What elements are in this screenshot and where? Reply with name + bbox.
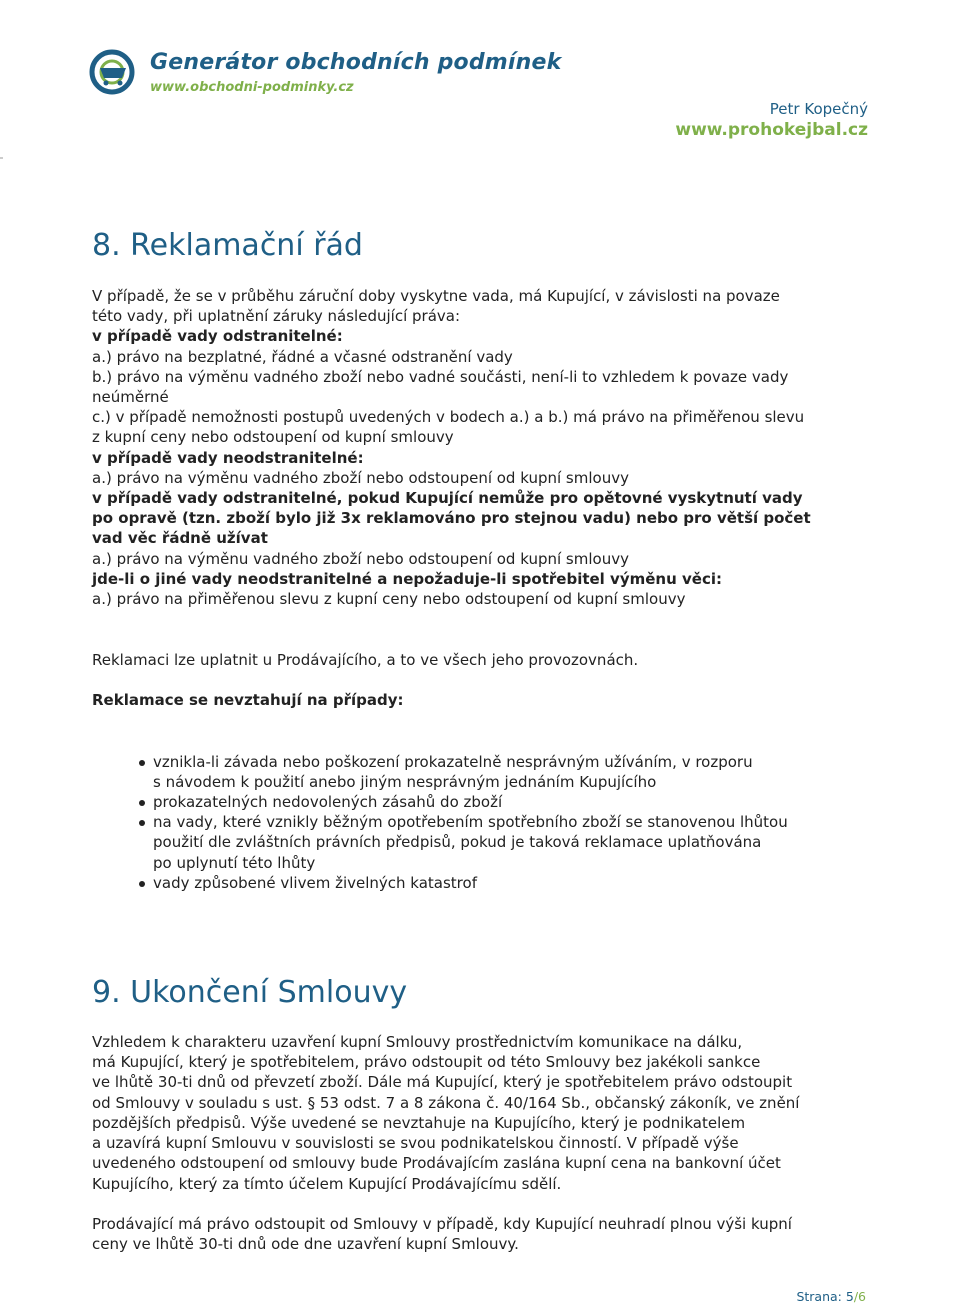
warranty-line: a.) právo na přiměřenou slevu z kupní ceny nebo odstoupení od kupní smlouvy xyxy=(92,590,686,609)
exclusion-item xyxy=(92,873,882,893)
margin-mark xyxy=(0,157,3,159)
exclusion-line: s návodem k použití anebo jiným nesprávným jednáním Kupujícího xyxy=(153,772,657,791)
exclusion-line: na vady, které vznikly běžným opotřebením spotřebního zboží se stanovenou lhůtou xyxy=(153,813,788,832)
logo-mark-icon xyxy=(86,46,146,102)
page-label: Strana: xyxy=(796,1289,842,1304)
paragraph-line: pozdějších předpisů. Výše uvedené se nevztahuje na Kupujícího, který je podnikatelem xyxy=(92,1113,746,1132)
exclusion-line: po uplynutí této lhůty xyxy=(153,853,316,872)
warranty-line: jde-li o jiné vady neodstranitelné a nepožaduje-li spotřebitel výměnu věci: xyxy=(92,569,722,588)
exclusion-line: vady způsobené vlivem živelných katastrof xyxy=(153,873,477,892)
paragraph-line: Prodávající má právo odstoupit od Smlouvy v případě, kdy Kupující neuhradí plnou výši kupní xyxy=(92,1214,792,1233)
claims-place-text: Reklamaci lze uplatnit u Prodávajícího, a to ve všech jeho provozovnách. xyxy=(92,651,639,670)
total-pages: 6 xyxy=(858,1289,866,1304)
warranty-line: V případě, že se v průběhu záruční doby vyskytne vada, má Kupující, v závislosti na povaze xyxy=(92,287,780,305)
logo-title: Generátor obchodních podmínek xyxy=(150,50,562,75)
exclusion-line: použití dle zvláštních právních předpisů, pokud je taková reklamace uplatňována xyxy=(153,833,762,852)
logo-url[interactable]: www.obchodni-podminky.cz xyxy=(150,80,354,95)
paragraph-line: Vzhledem k charakteru uzavření kupní Smlouvy prostřednictvím komunikace na dálku, xyxy=(92,1033,743,1052)
warranty-line: této vady, při uplatnění záruky následující práva: xyxy=(92,307,461,326)
section-8-heading: 8. Reklamační řád xyxy=(92,228,363,263)
warranty-line: v případě vady odstranitelné: xyxy=(92,327,343,346)
paragraph-line: a uzavírá kupní Smlouvu v souvislosti se svou podnikatelskou činností. V případě výše xyxy=(92,1134,739,1153)
exclusions-heading: Reklamace se nevztahují na případy: xyxy=(92,691,404,710)
paragraph-line: od Smlouvy v souladu s ust. § 53 odst. 7 a 8 zákona č. 40/164 Sb., občanský zákoník, ve znění xyxy=(92,1093,800,1112)
warranty-line: po opravě (tzn. zboží bylo již 3x reklamováno pro stejnou vadu) nebo pro větší počet xyxy=(92,509,811,528)
page-number xyxy=(796,1289,866,1304)
paragraph-line: Kupujícího, který za tímto účelem Kupující Prodávajícímu sdělí. xyxy=(92,1174,562,1193)
withdrawal-paragraph-1 xyxy=(92,1032,882,1194)
exclusions-list xyxy=(92,752,882,893)
page-separator: / xyxy=(853,1289,859,1304)
exclusion-line: vznikla-li závada nebo poškození prokazatelně nesprávným užíváním, v rozporu xyxy=(153,752,753,771)
current-page: 5 xyxy=(845,1289,854,1304)
author-website-link[interactable]: www.prohokejbal.cz xyxy=(675,120,868,140)
paragraph-line: ve lhůtě 30-ti dnů od převzetí zboží. Dále má Kupující, který je spotřebitelem právo odstoupit xyxy=(92,1073,793,1092)
exclusion-item xyxy=(92,752,882,792)
paragraph-line: uvedeného odstoupení od smlouvy bude Prodávajícím zaslána kupní cena na bankovní účet xyxy=(92,1154,781,1173)
exclusion-item xyxy=(92,812,882,873)
warranty-line: v případě vady neodstranitelné: xyxy=(92,448,364,467)
warranty-line: a.) právo na výměnu vadného zboží nebo odstoupení od kupní smlouvy xyxy=(92,468,629,487)
warranty-line: neúměrné xyxy=(92,388,169,407)
warranty-line: a.) právo na bezplatné, řádné a včasné odstranění vady xyxy=(92,347,513,366)
paragraph-line: ceny ve lhůtě 30-ti dnů ode dne uzavření kupní Smlouvy. xyxy=(92,1234,519,1253)
paragraph-line: má Kupující, který je spotřebitelem, právo odstoupit od této Smlouvy bez jakékoli sankce xyxy=(92,1053,761,1072)
warranty-line: v případě vady odstranitelné, pokud Kupující nemůže pro opětovné vyskytnutí vady xyxy=(92,489,803,508)
withdrawal-paragraph-2 xyxy=(92,1214,882,1254)
warranty-rights-text xyxy=(92,286,882,609)
document-body xyxy=(92,226,882,1254)
warranty-line: c.) v případě nemožnosti postupů uvedených v bodech a.) a b.) má právo na přiměřenou slevu xyxy=(92,408,805,427)
warranty-line: b.) právo na výměnu vadného zboží nebo vadné součásti, není-li to vzhledem k povaze vady xyxy=(92,367,789,386)
warranty-line: a.) právo na výměnu vadného zboží nebo odstoupení od kupní smlouvy xyxy=(92,549,629,568)
author-name: Petr Kopečný xyxy=(769,100,868,118)
exclusion-line: prokazatelných nedovolených zásahů do zboží xyxy=(153,793,503,812)
section-9-heading: 9. Ukončení Smlouvy xyxy=(92,975,408,1011)
warranty-line: vad věc řádně užívat xyxy=(92,529,268,548)
exclusion-item xyxy=(92,792,882,812)
warranty-line: z kupní ceny nebo odstoupení od kupní smlouvy xyxy=(92,428,454,447)
